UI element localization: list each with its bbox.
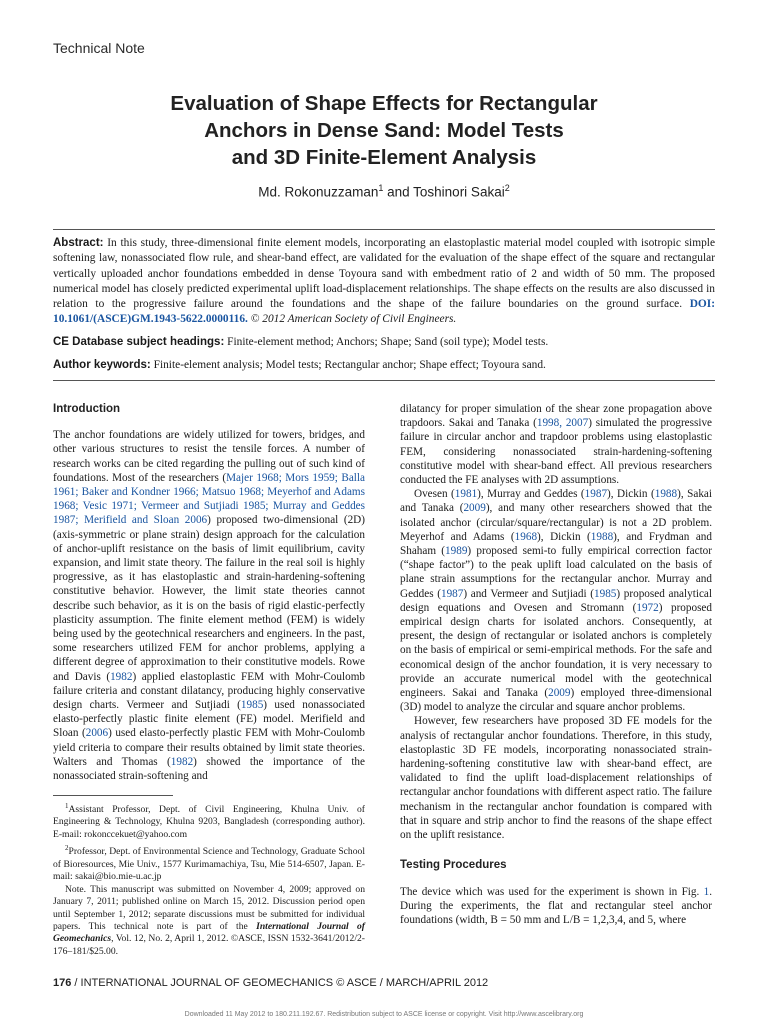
page-footer xyxy=(53,977,488,989)
intro-paragraph xyxy=(53,428,365,783)
text-run: ) used nonassociated elasto-perfectly plastic finite element (FE) model. Merifield and Sloan ( xyxy=(53,699,365,740)
text-run: ) simulated the progressive failure in circular anchor and trapdoor problems using elastoplastic FEM, considering nonassociated strain-hardening-softening constitutive model with shear-band effect. All previous researchers conducted the FE analyses with 2D assumptions. xyxy=(400,417,713,487)
right-paragraph-2 xyxy=(400,487,712,714)
abstract-text: In this study, three-dimensional finite element models, incorporating an elastoplastic material model coupled with isotropic simple softening law, nonassociated flow rule, and shear-band effect, are validated for the evaluation of the shape effect of the square and rectangular vertically uploaded anchor foundations embedded in dense Toyoura sand with embedment ratio of 2 and width of 50 mm. The proposed numerical model has closely predicted experimental uplift load-displacement relationships. The shape effects on the results are also discussed in relation to the progressive failure around the foundations and the shape of the failure boundaries on the ground surface. xyxy=(53,237,715,311)
authors xyxy=(60,183,708,200)
reference-link[interactable]: 1988 xyxy=(590,530,614,543)
text-run: ) proposed empirical design charts for isolated anchors. Consequently, at present, the design of rectangular or isolated anchors is completely on the basis of empirical or semi-empirical methods. For the safe and economical design of the anchor foundation, it is very necessary to provide an accurate numerical model with the geotechnical engineers. Sakai and Tanaka ( xyxy=(400,601,712,700)
download-notice: Downloaded 11 May 2012 to 180.211.192.67. Redistribution subject to ASCE license or copyright. Visit http://www.ascelibrary.org xyxy=(184,1011,584,1018)
footnote-text: Assistant Professor, Dept. of Civil Engineering, Khulna Univ. of Engineering & Technology, Khulna 9203, Bangladesh (corresponding author). E-mail: rokonccekuet@yahoo.com xyxy=(53,804,365,840)
abstract-bottom-rule xyxy=(53,380,715,381)
right-paragraph-3: However, few researchers have proposed 3D FE models for the analysis of rectangular anchor foundations. Therefore, in this study, elastoplastic 3D FE models, incorporating nonassociated strain-hardening-softening constitutive law with shear-band effect, are validated to find the uplift load-displacement relationships of rectangular anchor foundations with different aspect ratio. The failure mechanism in the rectangular anchor foundation is compared with that in square and strip anchor to find the reasons of the shape effect on the uplift resistance. xyxy=(400,715,712,842)
note-text: , Vol. 12, No. 2, April 1, 2012. ©ASCE, ISSN 1532-3641/2012/2-176–181/$25.00. xyxy=(53,933,365,957)
footnote-text: Professor, Dept. of Environmental Science and Technology, Graduate School of Bioresources, Mie Univ., 1577 Kurimamachiya, Tsu, Mie 514-6507, Japan. E-mail: sakai@bio.mie-u.ac.jp xyxy=(53,846,365,882)
footnote-mark: 2 xyxy=(65,844,69,853)
author-1: Md. Rokonuzzaman xyxy=(258,184,379,200)
reference-link[interactable]: 2009 xyxy=(463,502,486,515)
reference-link[interactable]: 1972 xyxy=(636,601,659,614)
abstract-label: Abstract: xyxy=(53,237,104,249)
footnote-2 xyxy=(53,842,365,883)
reference-link[interactable]: Majer 1968; Mors 1959; Balla 1961; Baker and Kondner 1966; Matsuo 1968; Meyerhof and Adams 1968; Vesic 1971; Vermeer and Sutjiadi 1985; Murray and Geddes 1987; Merifield and Sloan 2006 xyxy=(53,471,365,527)
text-run: ) proposed semi-to fully empirical correction factor (“shape factor”) to the peak uplift load calculated on the basis of plane strain assumptions for the rectangular anchor. Murray and Geddes ( xyxy=(400,545,712,600)
text-run: ), and many other researchers showed that the isolated anchor (circular/square/rectangular) is not a 2D problem. Meyerhof and Adams ( xyxy=(400,502,712,543)
right-paragraph-4 xyxy=(400,885,712,928)
text-run: ) showed the importance of the nonassociated strain-softening and xyxy=(53,755,365,783)
reference-link[interactable]: 1987 xyxy=(584,488,608,501)
reference-link[interactable]: 1981 xyxy=(454,488,478,501)
reference-link[interactable]: 2009 xyxy=(548,687,571,700)
author-keywords xyxy=(53,358,715,373)
reference-link[interactable]: 1989 xyxy=(445,545,468,558)
ce-headings-label: CE Database subject headings: xyxy=(53,336,225,348)
reference-link[interactable]: 1985 xyxy=(594,587,617,600)
author-1-affil: 1 xyxy=(378,183,384,193)
note-text: Note. This manuscript was submitted on November 4, 2009; approved on January 7, 2011; published online on March 15, 2012. Discussion period open until September 1, 2012; separate discussions must be submitted for individual papers. This technical note is part of the xyxy=(53,884,365,933)
text-run: ), and Frydman and Shaham ( xyxy=(400,530,712,558)
right-column xyxy=(400,402,712,927)
text-run: Ovesen ( xyxy=(414,488,455,501)
reference-link[interactable]: 2006 xyxy=(85,727,109,740)
paper-title xyxy=(60,90,708,171)
text-run: ) employed three-dimensional (3D) model to analyze the circular and square anchor problems. xyxy=(400,687,712,714)
text-run: . During the experiments, the flat and rectangular steel anchor foundations (width, B = 50 mm and L/B = 1,2,3,4, and 5, where xyxy=(400,885,712,926)
article-type-label: Technical Note xyxy=(53,40,145,56)
reference-link[interactable]: 1985 xyxy=(240,699,264,712)
ce-subject-headings xyxy=(53,335,715,350)
text-run: dilatancy for proper simulation of the shear zone propagation above trapdoors. Sakai and Tanaka ( xyxy=(400,403,712,430)
submission-note xyxy=(53,884,365,958)
page-number: 176 xyxy=(53,977,72,989)
text-run: ), Sakai and Tanaka ( xyxy=(400,488,712,515)
footnote-rule xyxy=(53,795,173,796)
reference-link[interactable]: 1988 xyxy=(654,488,678,501)
reference-link[interactable]: 1982 xyxy=(170,755,194,768)
section-heading-testing-procedures: Testing Procedures xyxy=(400,859,507,872)
left-column xyxy=(53,400,365,783)
text-run: ), Dickin ( xyxy=(607,488,655,501)
figure-link[interactable]: 1 xyxy=(703,885,710,898)
journal-name: International Journal of Geomechanics xyxy=(53,921,365,945)
reference-link[interactable]: 1968 xyxy=(514,530,538,543)
author-2-affil: 2 xyxy=(504,183,510,193)
text-run: ) and Vermeer and Sutjiadi ( xyxy=(463,587,595,600)
text-run: ), Dickin ( xyxy=(537,530,591,543)
right-paragraph-1 xyxy=(400,402,712,487)
footnote-mark: 1 xyxy=(65,802,69,810)
author-keywords-text: Finite-element analysis; Model tests; Rectangular anchor; Shape effect; Toyoura sand. xyxy=(150,359,546,371)
doi-link[interactable]: 10.1061/(ASCE)GM.1943-5622.0000116. xyxy=(53,313,248,326)
copyright: © 2012 American Society of Civil Engineers. xyxy=(247,313,457,326)
text-run: The anchor foundations are widely utilized for towers, bridges, and other various structures to resist the tensile forces. A number of research works can be cited regarding the pulling out of such kind of foundations. Most of the researchers ( xyxy=(53,429,365,484)
title-line-3: and 3D Finite-Element Analysis xyxy=(231,146,537,169)
abstract-top-rule xyxy=(53,229,715,230)
text-run: ) proposed analytical design equations and Ovesen and Stromann ( xyxy=(400,587,712,614)
section-heading-introduction: Introduction xyxy=(53,403,121,415)
abstract xyxy=(53,236,715,328)
author-keywords-label: Author keywords: xyxy=(53,359,151,371)
ce-headings-text: Finite-element method; Anchors; Shape; Sand (soil type); Model tests. xyxy=(224,336,549,348)
author-connector: and xyxy=(383,184,414,200)
author-2: Toshinori Sakai xyxy=(413,184,505,200)
footnote-1 xyxy=(53,800,365,841)
footnotes xyxy=(53,800,365,959)
reference-link[interactable]: 1998, 2007 xyxy=(536,417,589,430)
reference-link[interactable]: 1982 xyxy=(110,670,133,683)
title-line-2: Anchors in Dense Sand: Model Tests xyxy=(204,119,564,142)
text-run: ) applied elastoplastic FEM with Mohr-Coulomb failure criteria and constant dilatancy, producing highly conservative design charts. Vermeer and Sutjiadi ( xyxy=(53,670,365,712)
text-run: The device which was used for the experiment is shown in Fig. xyxy=(400,885,704,898)
text-run: ) used elasto-perfectly plastic FEM with Mohr-Coulomb yield criteria to compare their results obtained by limit state theories. Walters and Thomas ( xyxy=(53,727,365,768)
text-run: ) proposed two-dimensional (2D) (axis-symmetric or plane strain) design approach for the calculation of anchor-uplift resistance on the basis of limit equilibrium, cavity expansion, and limit state theory. The failure in the real soil is highly progressive, as it has elastoplastic and strain-hardening-softening constitutive behavior. However, the limit state theories cannot describe such behavior, as it is on the basis of rigid elastic-perfectly plasticity assumption. The finite element method (FEM) is widely being used by the geotechnical researchers and engineers. In the past, some researchers utilized FEM for anchor problems, applying a different degree of approximation to their constitutive models. Rowe and Davis ( xyxy=(53,514,365,683)
doi-label[interactable]: DOI: xyxy=(689,298,715,311)
title-line-1: Evaluation of Shape Effects for Rectangular xyxy=(170,92,598,115)
journal-footer: / INTERNATIONAL JOURNAL OF GEOMECHANICS © ASCE / MARCH/APRIL 2012 xyxy=(71,977,489,989)
reference-link[interactable]: 1987 xyxy=(440,587,464,600)
section-spacer xyxy=(400,842,712,856)
text-run: ), Murray and Geddes ( xyxy=(477,488,585,501)
